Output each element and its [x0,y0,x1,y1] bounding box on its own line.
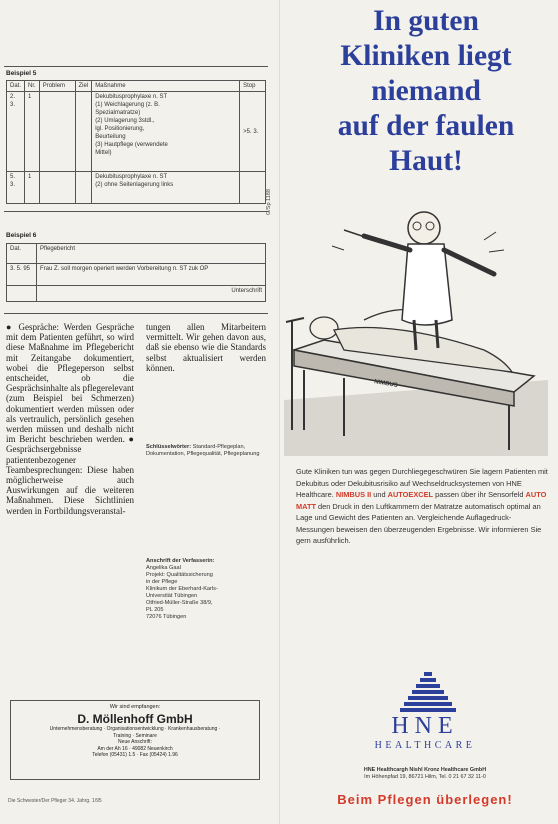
col-header: Dat. [7,81,25,92]
ad-slogan: Beim Pflegen überlegen! [337,792,513,807]
ad-text-part: und [371,490,388,499]
cell-problem [39,172,75,204]
doctor-head [408,212,440,244]
table-row [7,286,266,302]
cell-signature: Unterschrift [37,286,266,302]
author-line: Klinikum der Eberhard-Karls- [146,586,218,592]
hne-logo-icon [388,672,468,714]
headline-line: niemand [371,75,481,107]
company-line: Am der Ah 16 · 49082 Neuenkirch [97,745,173,752]
rule [4,66,268,67]
cell-date: 5. 3. [7,172,25,204]
measure-line: (1) Weichlagerung (z. B. [95,102,160,108]
col-header: Pflegebericht [37,244,266,264]
ad-text-part: Gute Kliniken tun was gegen Durchliegegeschwüren Sie lagern Patienten mit Dekubitus oder Dekubitusrisiko auf Wechseldrucksystemen von HNE Healthcare. [296,467,548,499]
patient-head [310,317,338,339]
cell-measure [92,92,240,172]
measure-line: (3) Hautpflege (verwendete [95,142,168,148]
rule [4,211,268,212]
table-header-row [7,81,266,92]
col-header: Ziel [75,81,92,92]
measure-line: Dekubitusprophylaxe n. ST [95,94,168,100]
beispiel6-label: Beispiel 6 [6,232,37,239]
body-text-col2: tungen allen Mitarbeitern vermittelt. Wir gehen davon aus, daß sie ebenso wie die Standards selbst aktualisiert werden können. [146,322,266,373]
table-row [7,264,266,286]
author-line: PL 205 [146,607,164,613]
mattress-label: NIMBUS [373,379,399,390]
baton [344,230,362,236]
page-footer: Die Schwester/Der Pfleger 34. Jahrg. 1/95 [8,798,102,804]
cell-goal [75,92,92,172]
author-line: Otfried-Müller-Straße 38/9, [146,600,213,606]
cell-measure [92,172,240,204]
company-line: Unternehmensberatung · Organisationsentwicklung · Krankenhausberatung · [49,726,221,732]
company-ad-box [10,700,260,780]
cell-stop: >5. 3. [240,92,266,172]
table-row [7,172,266,204]
cell-date: 3. 5. 95 [7,264,37,286]
cell-nr: 1 [25,172,40,204]
headline-line: Kliniken liegt [340,40,512,72]
company-name: D. Möllenhoff GmbH [77,712,193,726]
author-line: in der Pflege [146,579,178,585]
hne-subbrand: HEALTHCARE [374,740,476,751]
measure-line: Beurteilung [95,134,126,140]
author-line: Universität Tübingen [146,593,198,599]
cell-nr: 1 [25,92,40,172]
company-line: Training · Seminare [113,732,157,739]
product-name-nimbus: NIMBUS II [335,490,372,499]
ad-text-part: passen über ihr Sensorfeld [433,490,526,499]
col-header: Maßnahme [92,81,240,92]
col-header: Stop [240,81,266,92]
beispiel5-label: Beispiel 5 [6,70,37,77]
measure-line: (2) Umlagerung 3stdl., [95,118,155,124]
cell-empty [7,286,37,302]
table-row [7,92,266,172]
beispiel6-table [6,243,266,302]
cell-date: 2. 3. [7,92,25,172]
author-line: Projekt: Qualitätssicherung [146,572,213,578]
address-line: HNE Healthcargh Nishl Kronz Healthcare GmbH [363,767,487,773]
cell-problem [39,92,75,172]
body-text-col1: ● Gespräche: Werden Gespräche mit dem Patienten geführt, so wird diese Maßnahme im Pflegebericht mit Zeitangabe dokumentiert, wobei die Pflegeperson selbst entscheidet, ob die Gesprächsinhalte als pflegerelevant (zum Beispiel bei Schmerzen) dokumentiert werden müssen oder als vertraulich, persönlich gesehen werden müssen und deshalb nicht im Bericht beschrieben werden. ● Gesprächsergebnisse patientenbezogener Teambesprechungen: Diese haben möglicherweise auch Auswirkungen auf die weiteren Maßnahmen. Diese Sichtlinien werden in Fortbildungsveranstal- [6,322,134,516]
product-name-autoexcel: AUTOEXCEL [387,490,434,499]
author-line: 72076 Tübingen [146,614,187,620]
col-header: Nr. [25,81,40,92]
measure-line: Mittel) [95,150,112,156]
company-line: Neue Anschrift: [118,739,152,745]
ad-body-text [296,466,548,547]
author-label: Anschrift der Verfasserin: [146,558,215,564]
article-column [4,0,274,824]
ad-text-part: den Druck in den Luftkammern der Matratze automatisch optimal an Lage und Gewicht des Patienten an. Vergleichende Auflagedruck-Messungen beweisen den überzeugenden Ergebnisse. Wir informieren Sie gern ausführlich. [296,501,542,545]
keywords-label: Schlüsselwörter: [146,444,192,450]
hne-address [300,767,550,781]
ad-headline [296,4,556,179]
measure-line: lgl. Positionierung, [95,126,145,132]
col-header: Problem [39,81,75,92]
side-vertical-text: G/Sp 1188 [266,189,272,215]
company-line: Telefon (05431) 1.5 · Fax (05424) 1.96 [92,752,178,758]
col-header: Dat. [7,244,37,264]
cell-report: Frau Z. soll morgen operiert werden Vorbereitung n. ST zuk OP [37,264,266,286]
measure-line: (2) ohne Seitenlagerung links [95,182,174,188]
doctor-coat [402,244,452,325]
keywords-text: Standard-Pflegeplan, Dokumentation, Pflegequalität, Pflegeplanung [146,444,260,457]
beispiel5-table [6,80,266,204]
company-caption: Wir sind empfangen: [109,704,161,710]
headline-line: In guten [373,5,479,37]
cell-stop [240,172,266,204]
product-name-automatt: AUTO MATT [296,490,547,511]
measure-line: Spezialmatratze) [95,110,141,116]
author-line: Angelika Gaal [146,565,181,571]
headline-line: auf der faulen [337,110,515,142]
hne-brand: HNE [391,713,459,739]
headline-line: Haut! [389,145,463,177]
author-address [146,558,266,621]
address-line: Im Höhenpfad 19, 86721 Hilm, Tel. 0 21 67 32 11-0 [364,774,486,780]
cartoon-illustration [284,200,548,456]
measure-line: Dekubitusprophylaxe n. ST [95,174,168,180]
column-divider [279,0,280,824]
rule [4,313,268,314]
keywords [146,444,266,458]
cell-goal [75,172,92,204]
table-header-row [7,244,266,264]
